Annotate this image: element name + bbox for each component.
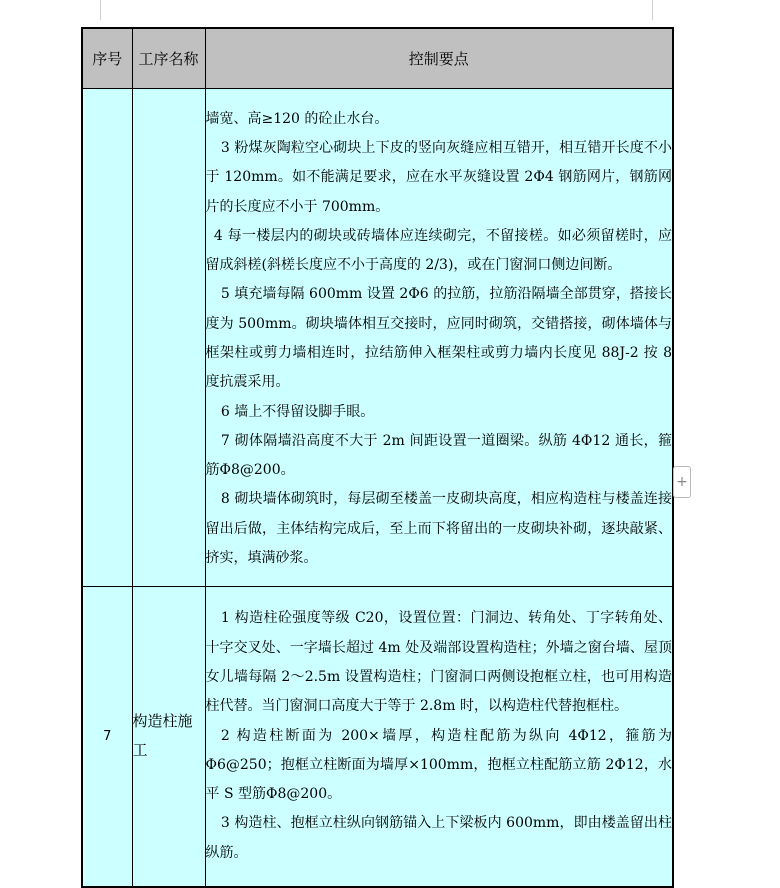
paragraph: 7 砌体隔墙沿高度不大于 2m 间距设置一道圈梁。纵筋 4Φ12 通长，箍筋Φ8@200。 [205, 432, 672, 479]
header-process-name-text: 工序名称 [138, 49, 199, 68]
header-number: 序号 [82, 28, 132, 89]
paragraph: 5 填充墙每隔 600mm 设置 2Φ6 的拉筋，拉筋沿隔墙全部贯穿，搭接长度为 500mm。砌块墙体相互交接时，应同时砌筑，交错搭接，砌体墙体与框架柱或剪力墙相连时，拉结筋伸入框架柱或剪力墙内长度见 88J-2 按 8 度抗震采用。 [205, 286, 672, 391]
paragraph: 2 构造柱断面为 200×墙厚，构造柱配筋为纵向 4Φ12，箍筋为Φ6@250；抱框立柱断面为墙厚×100mm，抱框立柱配筋立筋 2Φ12，水平 S 型筋Φ8@200。 [205, 727, 672, 803]
table-row [82, 89, 673, 587]
row-number [82, 89, 132, 587]
row-control-points [205, 587, 673, 887]
header-control-points: 控制要点 [205, 28, 673, 89]
header-process-name [132, 28, 205, 89]
row-process-name [132, 89, 205, 587]
table-row [82, 587, 673, 887]
row-number: 7 [82, 587, 132, 887]
paragraph: 3 粉煤灰陶粒空心砌块上下皮的竖向灰缝应相互错开，相互错开长度不小于 120mm。如不能满足要求，应在水平灰缝设置 2Φ4 钢筋网片，钢筋网片的长度应不小于 700mm。 [205, 139, 672, 215]
paragraph: 3 构造柱、抱框立柱纵向钢筋锚入上下梁板内 600mm，即由楼盖留出柱纵筋。 [205, 815, 672, 861]
paragraph: 6 墙上不得留设脚手眼。 [220, 403, 375, 420]
page-edge-right [652, 0, 653, 20]
page-edge-left [100, 0, 101, 20]
row-control-points [205, 89, 673, 587]
paragraph: 1 构造柱砼强度等级 C20，设置位置：门洞边、转角处、丁字转角处、十字交叉处、一字墙长超过 4m 处及端部设置构造柱；外墙之窗台墙、屋顶女儿墙每隔 2～2.5m 设置构造柱；门窗洞口两侧设抱框立柱，也可用构造柱代替。当门窗洞口高度大于等于 2.8m 时，以构造柱代替抱框柱。 [205, 610, 672, 715]
construction-control-table [81, 27, 674, 888]
paragraph: 墙宽、高≥120 的砼止水台。 [205, 110, 389, 127]
table-header-row [82, 28, 673, 89]
expand-button[interactable]: + [673, 466, 691, 498]
paragraph: 8 砌块墙体砌筑时，每层砌至楼盖一皮砌块高度，相应构造柱与楼盖连接留出后做，主体结构完成后，至上而下将留出的一皮砌块补砌，逐块敲紧、挤实，填满砂浆。 [205, 491, 672, 567]
row-process-name: 构造柱施工 [132, 587, 205, 887]
paragraph: 4 每一楼层内的砌块或砖墙体应连续砌完，不留接槎。如必须留槎时，应留成斜槎(斜槎长度应不小于高度的 2/3)，或在门窗洞口侧边间断。 [205, 227, 672, 274]
